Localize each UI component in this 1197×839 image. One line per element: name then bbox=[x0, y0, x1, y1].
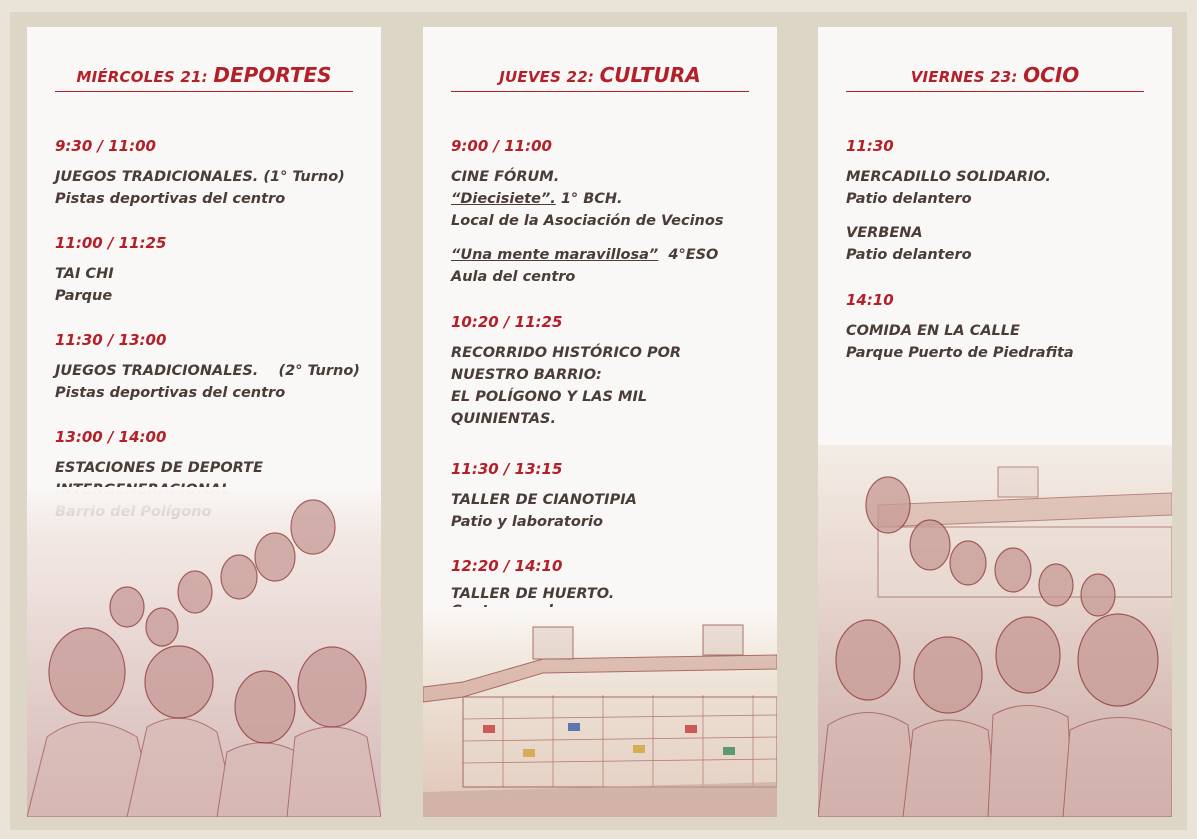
event-title: COMIDA EN LA CALLE bbox=[846, 323, 1020, 339]
event-block bbox=[451, 313, 767, 430]
event-title: JUEGOS TRADICIONALES. (2° Turno) bbox=[55, 363, 360, 379]
theme-label: CULTURA bbox=[599, 63, 701, 87]
theme-label: DEPORTES bbox=[213, 63, 332, 87]
column-heading bbox=[846, 63, 1144, 92]
event-block bbox=[451, 460, 767, 533]
film-title: “Diecisiete”. bbox=[451, 191, 556, 207]
event-title: NUESTRO BARRIO: bbox=[451, 367, 602, 383]
film-title: “Una mente maravillosa” bbox=[451, 247, 659, 263]
event-place: Patio delantero bbox=[846, 191, 972, 207]
day-label: JUEVES 22: bbox=[499, 68, 595, 86]
event-title: MERCADILLO SOLIDARIO. bbox=[846, 169, 1051, 185]
event-time: 10:20 / 11:25 bbox=[451, 313, 563, 331]
column-jueves bbox=[423, 27, 777, 817]
event-block bbox=[846, 291, 1162, 364]
event-block bbox=[55, 234, 371, 307]
people-illustration bbox=[27, 487, 381, 817]
event-block bbox=[846, 137, 1162, 266]
event-title: CINE FÓRUM. bbox=[451, 169, 560, 185]
day-label: VIERNES 23: bbox=[910, 68, 1018, 86]
event-time: 11:00 / 11:25 bbox=[55, 234, 167, 252]
event-block bbox=[451, 137, 767, 288]
event-place: Patio delantero bbox=[846, 247, 972, 263]
event-place: Local de la Asociación de Vecinos bbox=[451, 213, 724, 229]
column-miercoles bbox=[27, 27, 381, 817]
event-time: 9:00 / 11:00 bbox=[451, 137, 552, 155]
event-time: 14:10 bbox=[846, 291, 894, 309]
event-place: Patio y laboratorio bbox=[451, 514, 603, 530]
event-place: Parque Puerto de Piedrafita bbox=[846, 345, 1074, 361]
event-title: QUINIENTAS. bbox=[451, 411, 557, 427]
day-label: MIÉRCOLES 21: bbox=[76, 68, 208, 86]
event-title: EL POLÍGONO Y LAS MIL bbox=[451, 389, 648, 405]
event-block bbox=[55, 331, 371, 404]
event-title: RECORRIDO HISTÓRICO POR bbox=[451, 345, 682, 361]
event-time: 9:30 / 11:00 bbox=[55, 137, 156, 155]
event-title: TAI CHI bbox=[55, 266, 114, 282]
event-title: ESTACIONES DE DEPORTE bbox=[55, 460, 263, 476]
event-block bbox=[55, 137, 371, 210]
film-line bbox=[451, 188, 767, 210]
film-group: 4°ESO bbox=[658, 247, 719, 263]
event-time: 12:20 / 14:10 bbox=[451, 557, 563, 575]
column-viernes bbox=[818, 27, 1172, 817]
event-place: Aula del centro bbox=[451, 269, 576, 285]
school-building-illustration bbox=[423, 607, 777, 817]
event-title: JUEGOS TRADICIONALES. (1° Turno) bbox=[55, 169, 345, 185]
column-heading bbox=[55, 63, 353, 92]
film-group: 1° BCH. bbox=[555, 191, 623, 207]
event-time: 11:30 / 13:15 bbox=[451, 460, 563, 478]
event-time: 11:30 / 13:00 bbox=[55, 331, 167, 349]
event-time: 13:00 / 14:00 bbox=[55, 428, 167, 446]
event-title: VERBENA bbox=[846, 225, 923, 241]
event-time: 11:30 bbox=[846, 137, 894, 155]
column-heading bbox=[451, 63, 749, 92]
event-place: Pistas deportivas del centro bbox=[55, 191, 286, 207]
people-building-illustration bbox=[818, 445, 1172, 817]
theme-label: OCIO bbox=[1023, 63, 1080, 87]
event-place: Pistas deportivas del centro bbox=[55, 385, 286, 401]
event-title: TALLER DE CIANOTIPIA bbox=[451, 492, 637, 508]
film-line bbox=[451, 244, 767, 266]
event-place: Parque bbox=[55, 288, 113, 304]
event-title: TALLER DE HUERTO. bbox=[451, 586, 615, 602]
